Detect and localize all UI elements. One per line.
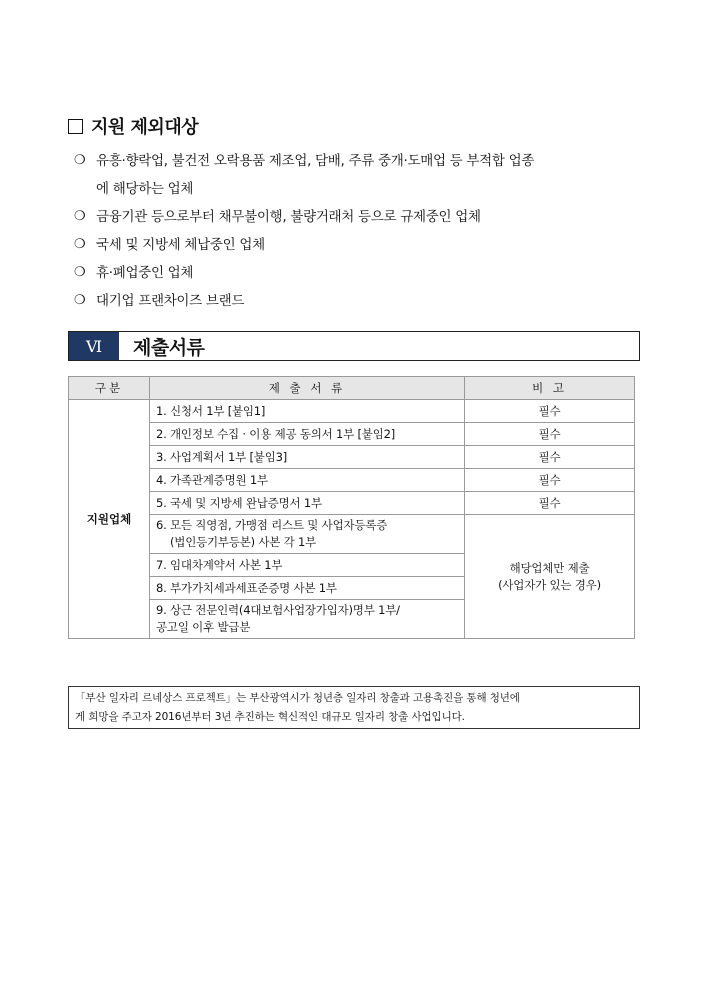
list-item-text: 대기업 프랜차이즈 브랜드: [96, 293, 245, 309]
document-text-cont: 공고일 이후 발급분: [156, 620, 251, 634]
circle-bullet-icon: ❍: [74, 293, 86, 308]
merged-remark-line2: (사업자가 있는 경우): [498, 577, 601, 592]
list-item-text: 금융기관 등으로부터 채무불이행, 불량거래처 등으로 규제중인 업체: [96, 209, 481, 225]
table-row: [69, 423, 635, 446]
list-item: [74, 147, 649, 203]
list-item: [74, 231, 649, 259]
note-line: 「부산 일자리 르네상스 프로젝트」는 부산광역시가 청년층 일자리 창출과 고용촉진을 통해 청년에: [75, 692, 520, 704]
document-cell: 8. 부가가치세과세표준증명 사본 1부: [150, 577, 465, 600]
circle-bullet-icon: ❍: [74, 153, 86, 168]
category-cell: 지원업체: [69, 400, 150, 639]
list-item: [74, 203, 649, 231]
header-remarks: 비 고: [465, 377, 635, 400]
remark-cell: 필수: [465, 400, 635, 423]
list-item: [74, 259, 649, 287]
merged-remark-line1: 해당업체만 제출: [509, 560, 590, 575]
header-category: 구분: [69, 377, 150, 400]
header-documents: 제 출 서 류: [150, 377, 465, 400]
exclusion-list: [74, 147, 649, 315]
document-cell: 5. 국세 및 지방세 완납증명서 1부: [150, 492, 465, 515]
chapter-number: Ⅵ: [69, 332, 119, 360]
table-header-row: [69, 377, 635, 400]
project-note-box: [68, 686, 640, 729]
chapter-heading: [68, 331, 640, 361]
exclusion-heading: [68, 114, 198, 138]
list-item-text: 휴·폐업중인 업체: [96, 265, 194, 281]
table-row: [69, 515, 635, 554]
remark-cell: 필수: [465, 446, 635, 469]
documents-table: [68, 376, 635, 639]
checkbox-icon: [68, 119, 83, 134]
circle-bullet-icon: ❍: [74, 237, 86, 252]
document-cell: 7. 임대차계약서 사본 1부: [150, 554, 465, 577]
document-cell: 3. 사업계획서 1부 [붙임3]: [150, 446, 465, 469]
circle-bullet-icon: ❍: [74, 265, 86, 280]
table-row: [69, 446, 635, 469]
document-cell: 4. 가족관계증명원 1부: [150, 469, 465, 492]
circle-bullet-icon: ❍: [74, 209, 86, 224]
remark-cell: 필수: [465, 492, 635, 515]
document-cell: 2. 개인정보 수집 · 이용 제공 동의서 1부 [붙임2]: [150, 423, 465, 446]
list-item: [74, 287, 649, 315]
table-row: [69, 400, 635, 423]
list-item-text: 국세 및 지방세 체납중인 업체: [96, 237, 265, 253]
note-line: 게 희망을 주고자 2016년부터 3년 추진하는 혁신적인 대규모 일자리 창출 사업입니다.: [75, 711, 465, 723]
chapter-title: 제출서류: [133, 336, 205, 359]
remark-cell: 필수: [465, 469, 635, 492]
list-item-text-cont: 에 해당하는 업체: [96, 181, 194, 197]
merged-remark-cell: [465, 515, 635, 639]
document-text: 9. 상근 전문인력(4대보험사업장가입자)명부 1부/: [156, 603, 400, 617]
table-row: [69, 469, 635, 492]
table-row: [69, 492, 635, 515]
document-cell: 1. 신청서 1부 [붙임1]: [150, 400, 465, 423]
document-cell: [150, 515, 465, 554]
list-item-text: 유흥·향락업, 불건전 오락용품 제조업, 담배, 주류 중개·도매업 등 부적합 업종: [96, 153, 535, 169]
exclusion-title: 지원 제외대상: [91, 117, 199, 138]
document-text: 6. 모든 직영점, 가맹점 리스트 및 사업자등록증: [156, 518, 388, 532]
document-cell: [150, 600, 465, 639]
document-text-cont: (법인등기부등본) 사본 각 1부: [170, 535, 317, 549]
remark-cell: 필수: [465, 423, 635, 446]
